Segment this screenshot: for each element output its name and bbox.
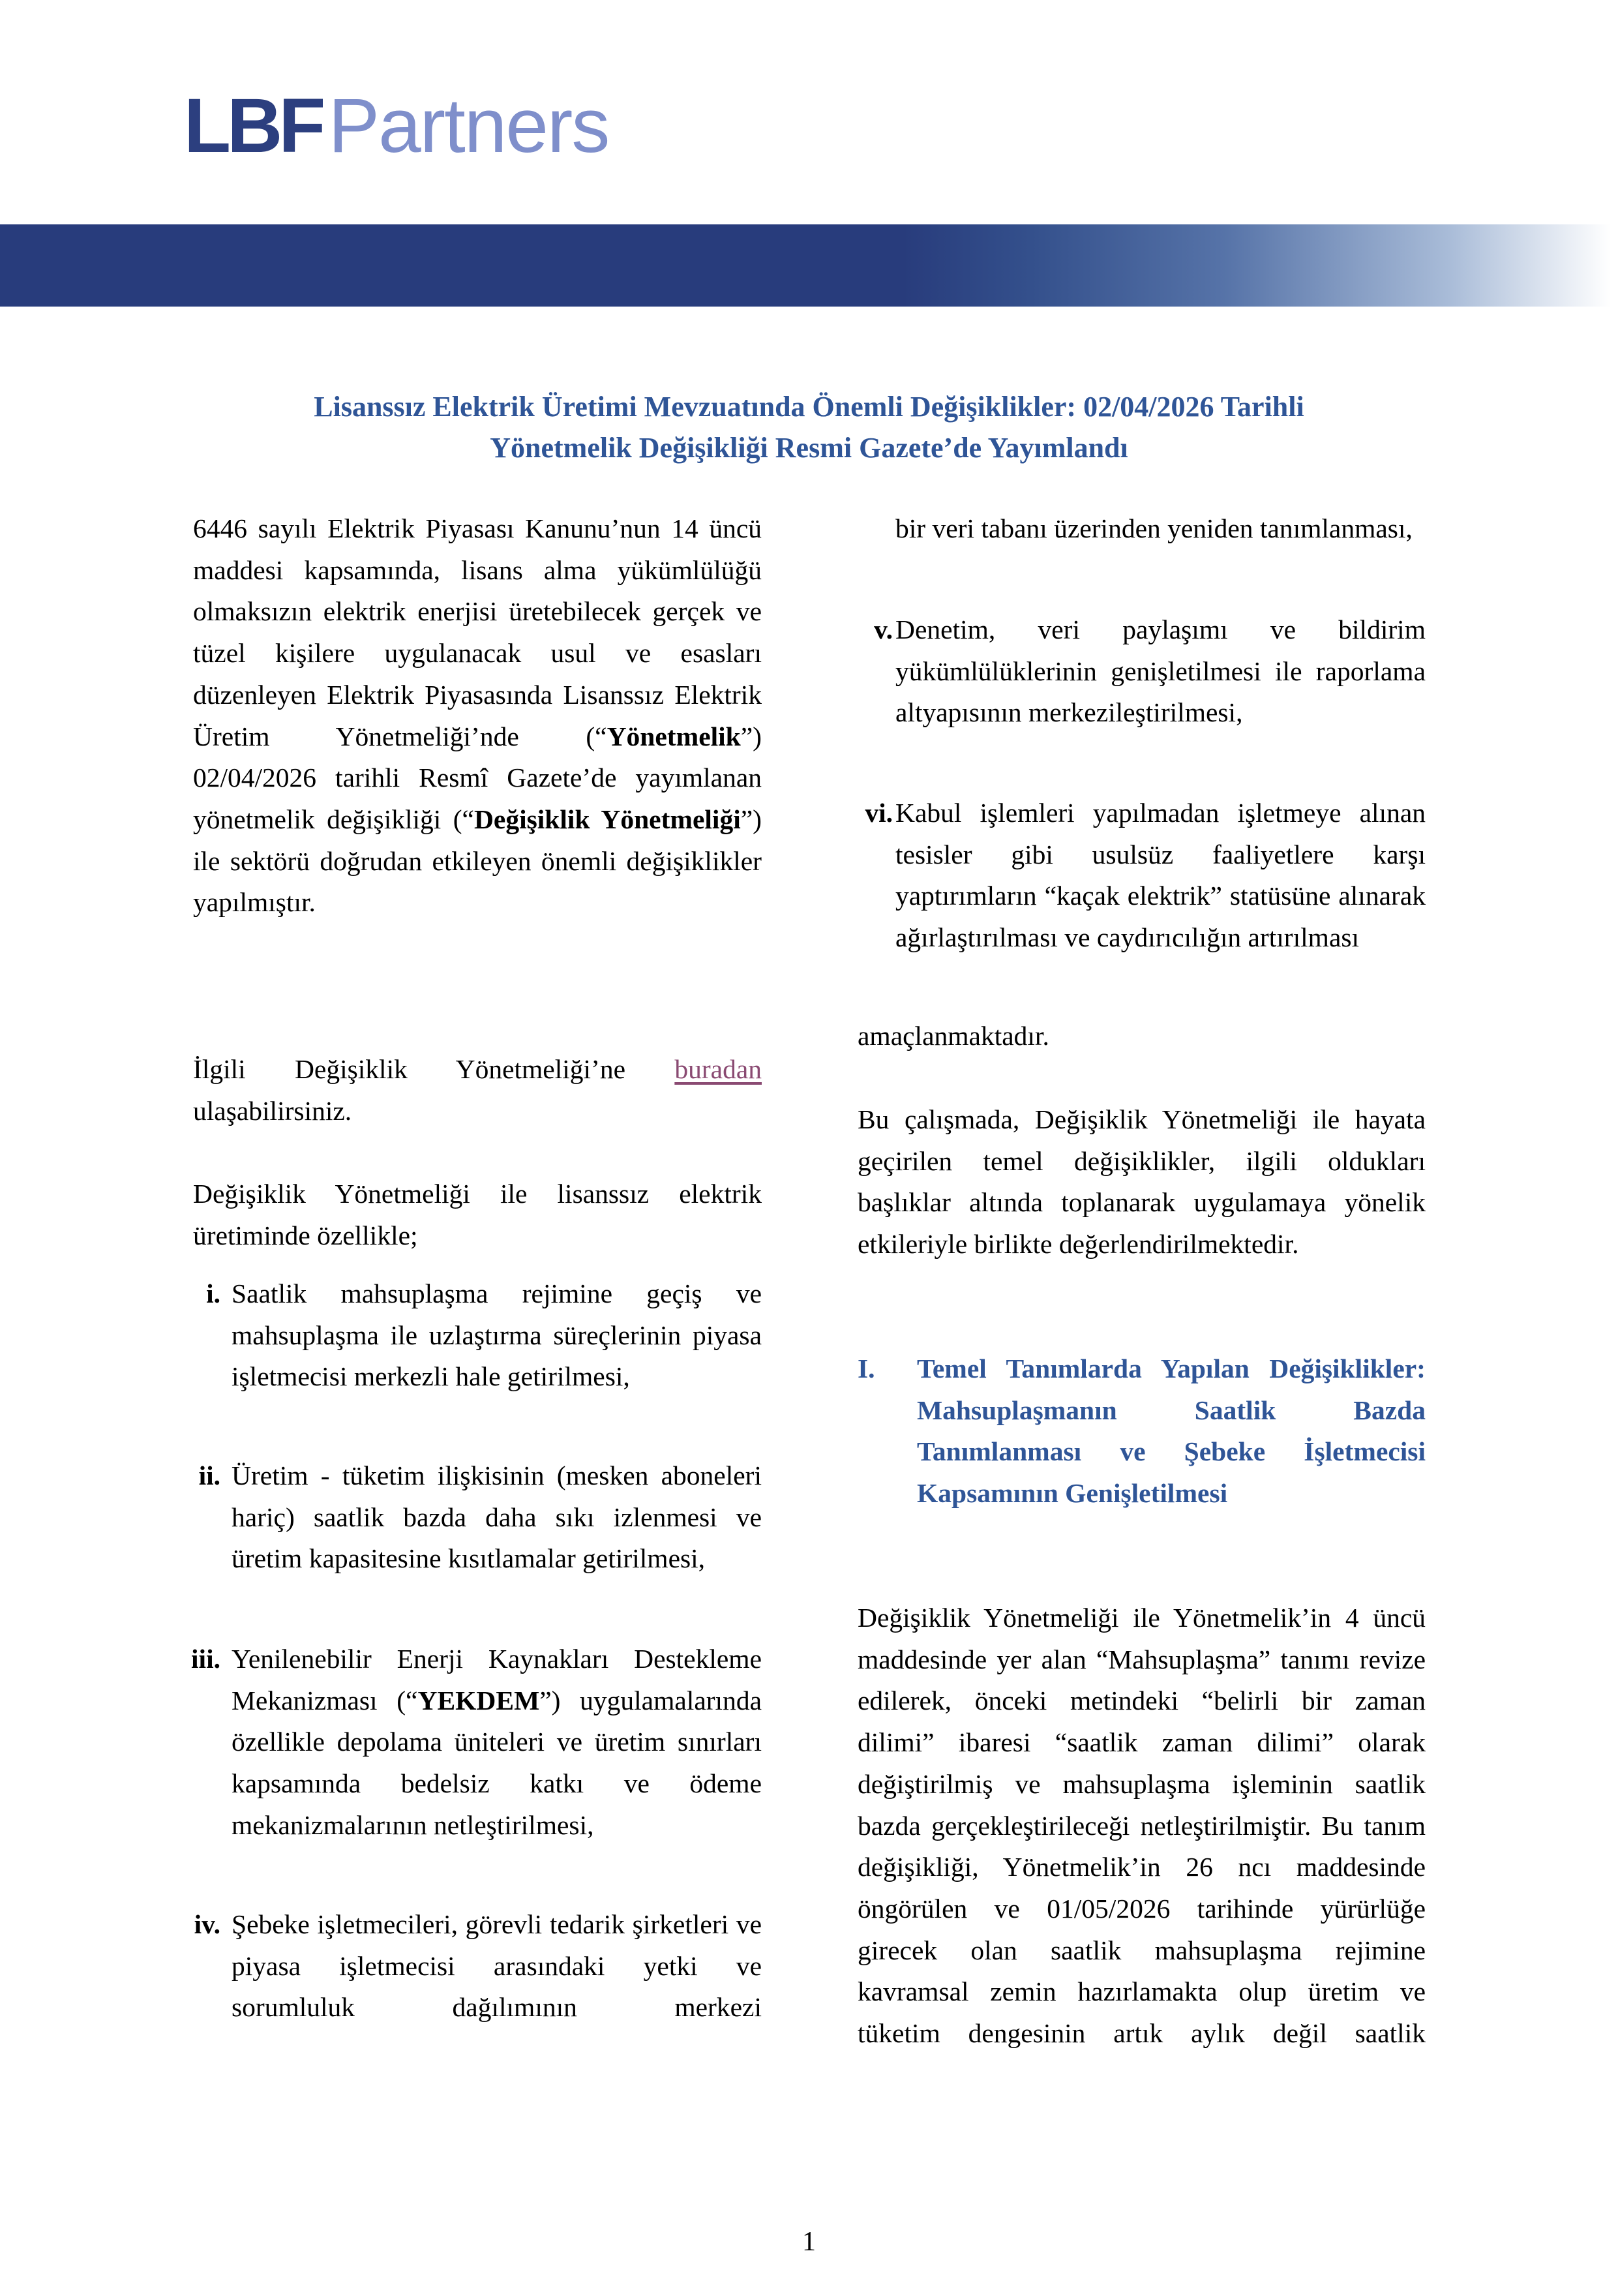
intro-text-2: ”) 02/04/2026 tarihli Resmî Gazete’de yayımlanan yönetmelik değişikliği (“ [193,721,762,834]
lead-in-paragraph: Değişiklik Yönetmeliği ile lisanssız elektrik üretiminde özellikle; [193,1179,762,1250]
list-item-iv [193,1904,762,2029]
list-item-text: bir veri tabanı üzerinden yeniden tanımlanması, [895,513,1413,543]
section-number: I. [858,1353,875,1383]
section-heading-1 [858,1348,1426,1515]
list-item-text [232,1639,762,1847]
regulation-link[interactable]: buradan [674,1054,762,1084]
list-item-vi [858,793,1426,959]
list-number: v. [874,614,893,644]
list-number: vi. [865,798,893,828]
page-number: 1 [802,2227,816,2257]
header-banner [0,224,1611,307]
closing-text: amaçlanmaktadır. [858,1021,1049,1051]
list-item-text: Üretim - tüketim ilişkisinin (mesken aboneleri hariç) saatlik bazda daha sıkı izlenmesi ve üretim kapasitesine kısıtlamalar getirilmesi, [232,1460,762,1574]
link-para-after: ulaşabilirsiniz. [193,1095,352,1126]
intro-text-3: ”) ile sektörü doğrudan etkileyen önemli değişiklikler yapılmıştır. [193,804,762,918]
logo-partners: Partners [328,83,609,169]
list-item-text: Kabul işlemleri yapılmadan işletmeye alınan tesisler gibi usulsüz faaliyetlere karşı yaptırımların “kaçak elektrik” statüsüne alınarak ağırlaştırılması ve caydırıcılığın artırılması [895,798,1426,953]
list-item-v [858,609,1426,734]
intro-paragraph [193,508,762,924]
list-item-iv-continued [858,508,1426,550]
section-heading-text: Temel Tanımlarda Yapılan Değişiklikler: Mahsuplaşmanın Saatlik Bazda Tanımlanması ve Şebeke İşletmecisi Kapsamının Genişletilmesi [917,1353,1426,1509]
list-item-text: Denetim, veri paylaşımı ve bildirim yükümlülüklerinin genişletilmesi ile raporlama altyapısının merkezileştirilmesi, [895,614,1426,728]
list-item-i [193,1273,762,1398]
list-number: iii. [191,1644,220,1674]
company-logo [184,83,609,169]
list-item-iii [193,1639,762,1847]
list-number: ii. [198,1460,220,1490]
list-item-text: Şebeke işletmecileri, görevli tedarik şirketleri ve piyasa işletmecisi arasındaki yetki ve sorumluluk dağılımının merkezi [232,1909,762,2023]
defined-term-yekdem: YEKDEM [417,1685,540,1715]
list-item-text: Saatlik mahsuplaşma rejimine geçiş ve mahsuplaşma ile uzlaştırma süreçlerinin piyasa işletmecisi merkezli hale getirilmesi, [232,1278,762,1392]
title-line-1: Lisanssız Elektrik Üretimi Mevzuatında Önemli Değişiklikler: 02/04/2026 Tarihli [314,391,1304,423]
list-item-ii [193,1455,762,1580]
item-text-before: Yenilenebilir Enerji Kaynakları Destekleme Mekanizması (“ [232,1644,762,1715]
link-para-before: İlgili Değişiklik Yönetmeliği’ne [193,1054,675,1084]
defined-term-degisiklik-yonetmeligi: Değişiklik Yönetmeliği [473,804,741,834]
section-paragraph: Değişiklik Yönetmeliği ile Yönetmelik’in 4 üncü maddesinde yer alan “Mahsuplaşma” tanımı revize edilerek, önceki metindeki “belirli bir zaman dilimi” ibaresi “saatlik zaman dilimi” olarak değiştirilmiş ve mahsuplaşma işleminin saatlik bazda gerçekleştirileceği netleştirilmiştir. Bu tanım değişikliği, Yönetmelik’in 26 ncı maddesinde öngörülen ve 01/05/2026 tarihinde yürürlüğe girecek olan saatlik mahsuplaşma rejimine kavramsal zemin hazırlamakta olup üretim ve tüketim dengesinin artık aylık değil saatlik [858,1603,1426,2049]
link-paragraph [193,1049,762,1132]
logo-lbf: LBF [184,83,322,169]
title-line-2: Yönetmelik Değişikliği Resmi Gazete’de Yayımlandı [490,432,1128,464]
list-number: iv. [194,1909,220,1939]
list-number: i. [206,1278,220,1308]
item-text-after: ”) uygulamalarında özellikle depolama üniteleri ve üretim sınırları kapsamında bedelsiz katkı ve ödeme mekanizmalarının netleştirilmesi, [232,1685,762,1840]
study-paragraph: Bu çalışmada, Değişiklik Yönetmeliği ile hayata geçirilen temel değişiklikler, ilgili oldukları başlıklar altında toplanarak uygulamaya yönelik etkileriyle birlikte değerlendirilmektedir. [858,1104,1426,1260]
document-title [196,386,1422,468]
intro-text-1: 6446 sayılı Elektrik Piyasası Kanunu’nun 14 üncü maddesi kapsamında, lisans alma yükümlülüğü olmaksızın elektrik enerjisi üretebilecek gerçek ve tüzel kişilere uygulanacak usul ve esasları düzenleyen Elektrik Piyasasında Lisanssız Elektrik Üretim Yönetmeliği’nde (“ [193,513,762,751]
defined-term-yonetmelik: Yönetmelik [607,721,741,751]
